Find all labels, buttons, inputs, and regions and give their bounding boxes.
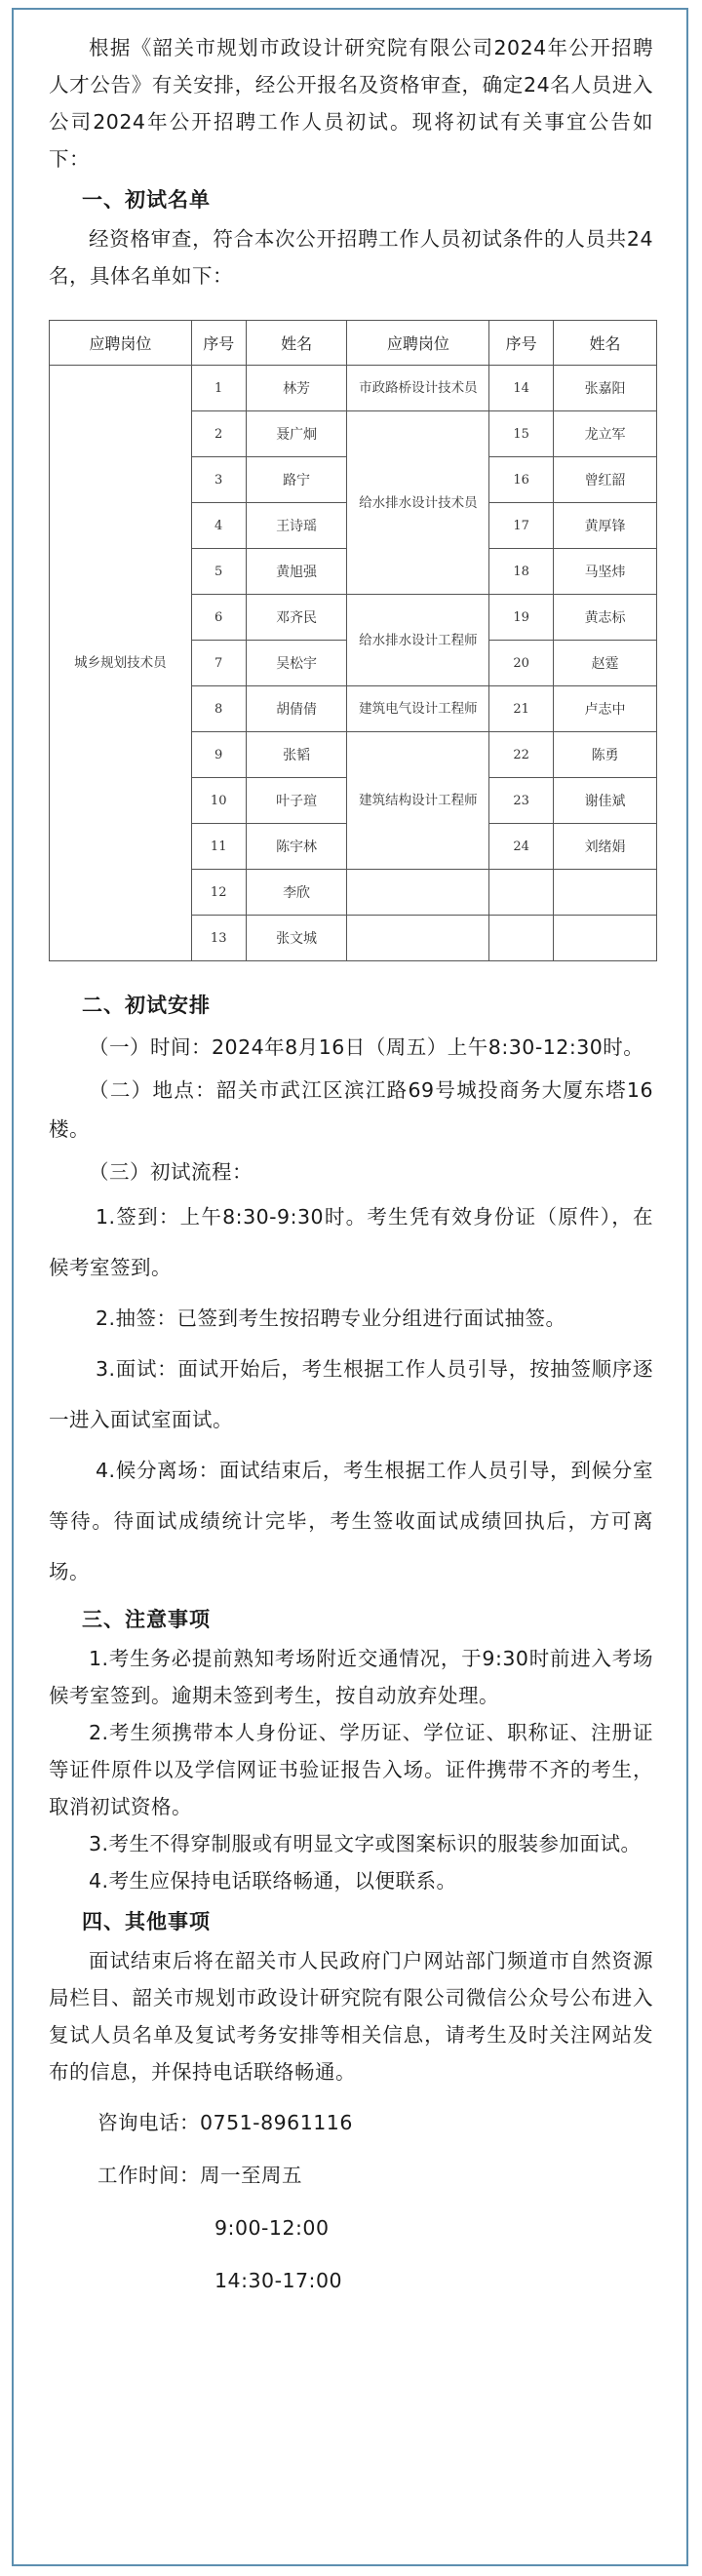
row-name: 胡倩倩: [246, 686, 347, 732]
row-name: 黄志标: [554, 595, 657, 641]
row-name: 赵霆: [554, 641, 657, 686]
row-name: 龙立军: [554, 411, 657, 457]
empty-cell: [554, 916, 657, 961]
flow-step-4: 4.候分离场：面试结束后，考生根据工作人员引导，到候分室等待。待面试成绩统计完毕，考生签收面试成绩回执后，方可离场。: [49, 1459, 653, 1583]
row-name: 马坚炜: [554, 549, 657, 595]
other-matters-text: 面试结束后将在韶关市人民政府门户网站部门频道市自然资源局栏目、韶关市规划市政设计研究院有限公司微信公众号公布进入复试人员名单及复试考务安排等相关信息，请考生及时关注网站发布的信息，并保持电话联络畅通。: [49, 1949, 653, 2084]
row-name: 张文城: [246, 916, 347, 961]
row-name: 黄旭强: [246, 549, 347, 595]
table-row: [50, 366, 657, 411]
col-name-right: 姓名: [554, 321, 657, 366]
exam-flow-label: （三）初试流程：: [89, 1160, 253, 1184]
row-no: 9: [191, 732, 246, 778]
notice-4: 4.考生应保持电话联络畅通，以便联系。: [89, 1869, 457, 1893]
position-cell: 建筑结构设计工程师: [347, 732, 489, 870]
position-cell: 给水排水设计工程师: [347, 595, 489, 686]
working-hours-am: 9:00-12:00: [214, 2216, 330, 2240]
row-no: 2: [191, 411, 246, 457]
row-name: 叶子瑄: [246, 778, 347, 824]
row-name: 张嘉阳: [554, 366, 657, 411]
exam-time: （一）时间：2024年8月16日（周五）上午8:30-12:30时。: [89, 1035, 644, 1059]
position-cell: 建筑电气设计工程师: [347, 686, 489, 732]
working-hours-pm: 14:30-17:00: [214, 2269, 343, 2292]
position-cell: 城乡规划技术员: [50, 366, 192, 961]
row-name: 路宁: [246, 457, 347, 503]
row-no: 22: [489, 732, 554, 778]
row-no: 21: [489, 686, 554, 732]
empty-cell: [489, 870, 554, 916]
row-name: 王诗瑶: [246, 503, 347, 549]
row-name: 聂广炯: [246, 411, 347, 457]
notice-1: 1.考生务必提前熟知考场附近交通情况，于9:30时前进入考场候考室签到。逾期未签到考生，按自动放弃处理。: [49, 1647, 653, 1707]
row-no: 20: [489, 641, 554, 686]
row-name: 陈勇: [554, 732, 657, 778]
notice-3: 3.考生不得穿制服或有明显文字或图案标识的服装参加面试。: [89, 1832, 642, 1855]
row-no: 10: [191, 778, 246, 824]
row-name: 曾红韶: [554, 457, 657, 503]
empty-cell: [554, 870, 657, 916]
flow-step-3: 3.面试：面试开始后，考生根据工作人员引导，按抽签顺序逐一进入面试室面试。: [49, 1357, 653, 1431]
row-no: 18: [489, 549, 554, 595]
row-no: 1: [191, 366, 246, 411]
row-no: 19: [489, 595, 554, 641]
row-no: 14: [489, 366, 554, 411]
row-no: 11: [191, 824, 246, 870]
candidate-table: [49, 320, 657, 961]
section-1-heading: 一、初试名单: [82, 188, 211, 212]
col-no-left: 序号: [191, 321, 246, 366]
row-name: 黄厚锋: [554, 503, 657, 549]
row-name: 吴松宇: [246, 641, 347, 686]
row-name: 林芳: [246, 366, 347, 411]
working-hours-label: 工作时间：周一至周五: [98, 2164, 302, 2187]
table-header-row: [50, 321, 657, 366]
intro-paragraph: 根据《韶关市规划市政设计研究院有限公司2024年公开招聘人才公告》有关安排，经公开报名及资格审查，确定24名人员进入公司2024年公开招聘工作人员初试。现将初试有关事宜公告如下：: [49, 36, 653, 171]
row-name: 陈宇林: [246, 824, 347, 870]
col-no-right: 序号: [489, 321, 554, 366]
row-no: 8: [191, 686, 246, 732]
row-no: 4: [191, 503, 246, 549]
row-name: 李欣: [246, 870, 347, 916]
row-no: 24: [489, 824, 554, 870]
empty-cell: [489, 916, 554, 961]
row-no: 23: [489, 778, 554, 824]
flow-step-2: 2.抽签：已签到考生按招聘专业分组进行面试抽签。: [96, 1307, 566, 1330]
row-no: 17: [489, 503, 554, 549]
row-no: 6: [191, 595, 246, 641]
section-4-heading: 四、其他事项: [82, 1910, 211, 1933]
row-name: 卢志中: [554, 686, 657, 732]
row-no: 15: [489, 411, 554, 457]
contact-phone: 咨询电话：0751-8961116: [98, 2111, 353, 2134]
row-no: 13: [191, 916, 246, 961]
row-no: 12: [191, 870, 246, 916]
row-name: 邓齐民: [246, 595, 347, 641]
position-cell: 市政路桥设计技术员: [347, 366, 489, 411]
row-no: 7: [191, 641, 246, 686]
row-name: 刘绪娟: [554, 824, 657, 870]
row-name: 张韬: [246, 732, 347, 778]
section-1-text: 经资格审查，符合本次公开招聘工作人员初试条件的人员共24名，具体名单如下：: [49, 227, 653, 288]
row-name: 谢佳斌: [554, 778, 657, 824]
notice-2: 2.考生须携带本人身份证、学历证、学位证、职称证、注册证等证件原件以及学信网证书验证报告入场。证件携带不齐的考生，取消初试资格。: [49, 1721, 653, 1818]
row-no: 16: [489, 457, 554, 503]
flow-step-1: 1.签到：上午8:30-9:30时。考生凭有效身份证（原件），在候考室签到。: [49, 1205, 653, 1279]
section-2-heading: 二、初试安排: [82, 994, 211, 1017]
announcement-body: [49, 29, 653, 2307]
empty-cell: [347, 916, 489, 961]
empty-cell: [347, 870, 489, 916]
section-3-heading: 三、注意事项: [82, 1608, 211, 1631]
col-position-left: 应聘岗位: [50, 321, 192, 366]
position-cell: 给水排水设计技术员: [347, 411, 489, 595]
exam-place: （二）地点：韶关市武江区滨江路69号城投商务大厦东塔16楼。: [49, 1078, 653, 1141]
col-position-right: 应聘岗位: [347, 321, 489, 366]
row-no: 3: [191, 457, 246, 503]
row-no: 5: [191, 549, 246, 595]
col-name-left: 姓名: [246, 321, 347, 366]
